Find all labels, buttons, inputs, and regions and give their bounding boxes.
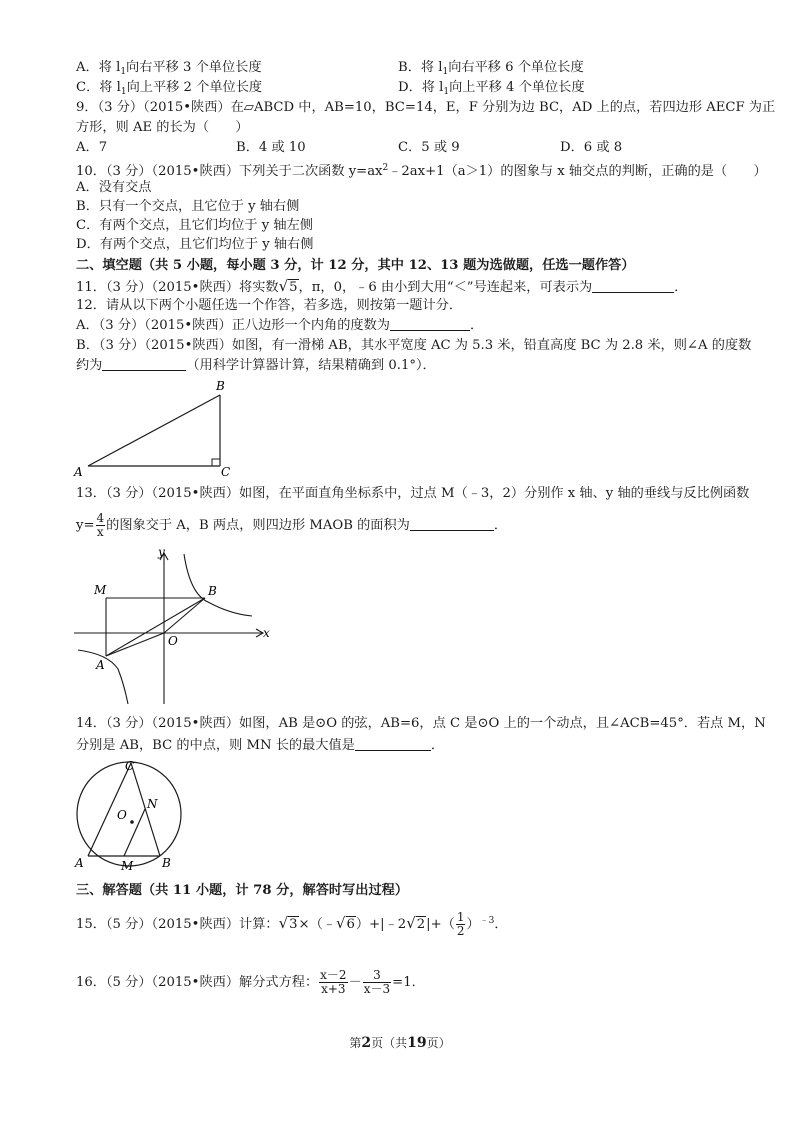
- q9-option-d: D．6 或 8: [560, 140, 623, 155]
- sqrt-2: √2: [406, 914, 426, 932]
- line-ob: [164, 598, 205, 633]
- q12-option-b-line1: B．（3 分）（2015•陕西）如图，有一滑梯 AB，其水平宽度 AC 为 5.3 米，铅直高度 BC 为 2.8 米，则∠A 的度数: [76, 338, 752, 353]
- point-m-label: M: [121, 859, 134, 873]
- answer-blank: [102, 358, 186, 371]
- q9-stem-line1: 9．（3 分）（2015•陕西）在▱ABCD 中，AB=10，BC=14，E，F 分别为边 BC，AD 上的点，若四边形 AECF 为正: [76, 100, 776, 115]
- q8-option-a: A．将 $l_1$向右平移 3 个单位长度: [76, 60, 262, 77]
- point-m-label: M: [94, 583, 107, 597]
- q10-stem: 10．（3 分）（2015•陕西）下列关于二次函数 $y=ax^2﹣2ax+1(a>1)$的图象与 x 轴交点的判断，正确的是（ ）: [76, 163, 767, 179]
- sqrt-5: √5: [278, 277, 298, 295]
- line-ao: [106, 633, 164, 656]
- q8-option-c: C．将 $l_1$向上平移 2 个单位长度: [76, 80, 263, 97]
- q12-intro: 12．请从以下两个小题任选一个作答，若多选，则按第一题计分．: [76, 298, 463, 313]
- fraction-1-over-2: $\frac{1}{2}$: [456, 910, 465, 938]
- point-b-label: B: [162, 856, 171, 870]
- answer-blank: [592, 280, 674, 293]
- q13-stem-line1: 13．（3 分）（2015•陕西）如图，在平面直角坐标系中，过点 M（﹣3，2）分别作 x 轴、y 轴的垂线与反比例函数: [76, 486, 750, 501]
- q12-option-b-line2: 约为 （用科学计算器计算，结果精确到 0.1°）．: [76, 358, 436, 373]
- sqrt-3: √3: [278, 914, 298, 932]
- q13-stem-line2: y= $\frac{4}{x}$ 的图象交于 A，B 两点，则四边形 MAOB 的面积为 ．: [76, 511, 508, 539]
- vertex-a-label: A: [74, 465, 83, 479]
- point-a-label: A: [75, 856, 84, 870]
- axis-x-label: x: [263, 626, 270, 640]
- slide-triangle-figure: [70, 378, 250, 480]
- center-o-label: O: [117, 808, 127, 822]
- axis-y-label: y: [158, 545, 165, 559]
- line-ab: [106, 598, 205, 656]
- q14-stem-line2: 分别是 AB，BC 的中点，则 MN 长的最大值是 ．: [76, 738, 445, 753]
- sqrt-6: √6: [335, 914, 355, 932]
- segment-mn: [124, 809, 145, 856]
- circle-o: [77, 762, 181, 866]
- origin-o-label: O: [168, 634, 178, 648]
- q10-option-c: C．有两个交点，且它们均位于 y 轴左侧: [76, 218, 313, 233]
- section-3-heading: 三、解答题（共 11 小题，计 78 分，解答时写出过程）: [76, 883, 409, 898]
- q10-option-a: A．没有交点: [76, 180, 152, 195]
- page-number-footer: 第2页（共19页）: [349, 1035, 451, 1051]
- q9-stem-line2: 方形，则 AE 的长为（ ）: [76, 120, 249, 135]
- q12-option-a: A．（3 分）（2015•陕西）正八边形一个内角的度数为 ．: [76, 318, 484, 333]
- answer-blank: [355, 738, 431, 751]
- fraction-3-over-x-minus-3: $\frac{3}{x-3}$: [363, 968, 391, 996]
- answer-blank: [390, 318, 470, 331]
- coordinate-plane-figure: [70, 544, 280, 706]
- q8-option-b: B．将 $l_1$向右平移 6 个单位长度: [398, 60, 584, 77]
- point-b-label: B: [208, 584, 217, 598]
- point-c-label: C: [125, 759, 135, 773]
- fraction-4-over-x: $\frac{4}{x}$: [96, 511, 105, 539]
- hypotenuse-ab: [88, 395, 220, 466]
- answer-blank: [410, 518, 494, 531]
- point-n-label: N: [147, 797, 158, 811]
- fraction-x-minus-2-over-x-plus-3: $\frac{x-2}{x+3}$: [320, 968, 347, 996]
- vertex-b-label: B: [216, 379, 225, 393]
- circle-figure: [70, 756, 190, 874]
- right-angle-mark: [212, 459, 220, 466]
- q14-stem-line1: 14．（3 分）（2015•陕西）如图，AB 是⊙O 的弦，AB=6，点 C 是⊙O 上的一个动点，且∠ACB=45°．若点 M，N: [76, 716, 766, 731]
- center-dot: [130, 820, 134, 824]
- q9-option-c: C．5 或 9: [398, 140, 460, 155]
- q10-option-b: B．只有一个交点，且它位于 y 轴右侧: [76, 199, 300, 214]
- q9-option-b: B．4 或 10: [236, 140, 306, 155]
- q8-option-d: D．将 $l_1$向上平移 4 个单位长度: [398, 80, 585, 97]
- section-2-heading: 二、填空题（共 5 小题，每小题 3 分，计 12 分，其中 12、13 题为选做题，任选一题作答）: [76, 258, 635, 273]
- vertex-c-label: C: [221, 465, 231, 479]
- point-a-label: A: [96, 658, 105, 672]
- q10-option-d: D．有两个交点，且它们均位于 y 轴右侧: [76, 237, 314, 252]
- q16-stem: 16．（5 分）（2015•陕西）解分式方程： $\frac{x-2}{x+3}$ － $\frac{3}{x-3}$ =1．: [76, 968, 425, 996]
- q9-option-a: A．7: [76, 140, 108, 155]
- q11-stem: 11．（3 分）（2015•陕西）将实数√5，π，0，﹣6 由小到大用“＜”号连起来，可表示为 ．: [76, 277, 688, 295]
- q15-stem: 15．（5 分）（2015•陕西）计算：√3×（﹣√6）+|﹣2√2|+（ $\frac{1}{2}$ ）$^{﹣3}$．: [76, 910, 508, 938]
